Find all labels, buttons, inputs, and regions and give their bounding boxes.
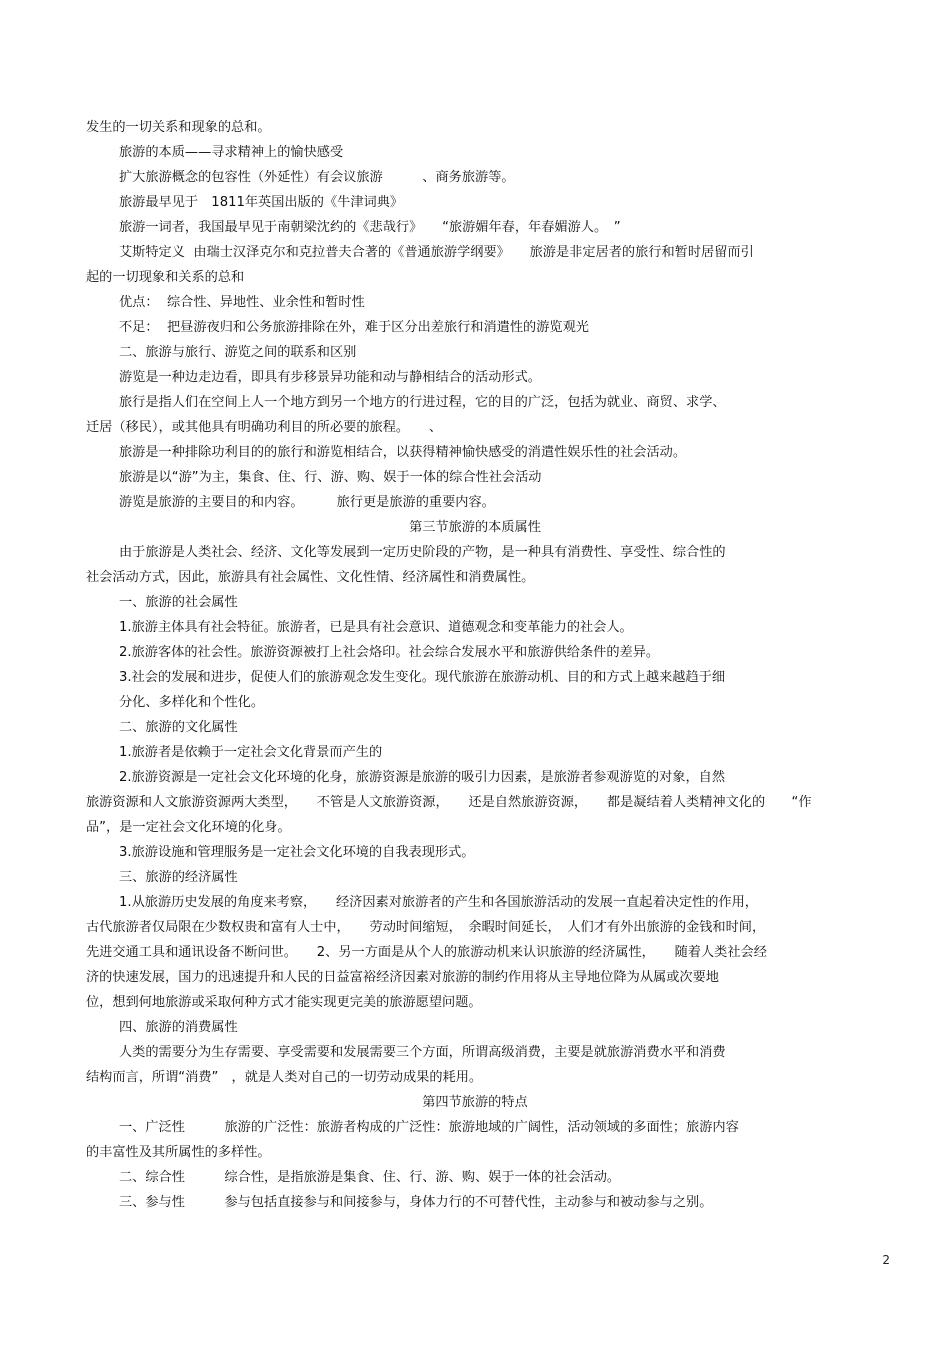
text-line-41: 一、广泛性 旅游的广泛性：旅游者构成的广泛性：旅游地域的广阔性，活动领域的多面性；旅游内容 <box>119 1120 739 1135</box>
text-line-10: 二、旅游与旅行、游览之间的联系和区别 <box>119 345 357 360</box>
text-line-36: 位，想到何地旅游或采取何种方式才能实现更完美的旅游愿望问题。 <box>86 995 482 1010</box>
text-line-24: 分化、多样化和个性化。 <box>119 695 265 710</box>
text-line-28: 旅游资源和人文旅游资源两大类型， 不管是人文旅游资源， 还是自然旅游资源， 都是凝结着人类精神文化的 “作 <box>86 795 812 810</box>
text-line-19: 社会活动方式，因此，旅游具有社会属性、文化性情、经济属性和消费属性。 <box>86 570 535 585</box>
text-line-44: 三、参与性 参与包括直接参与和间接参与，身体力行的不可替代性，主动参与和被动参与之别。 <box>119 1195 713 1210</box>
text-line-30: 3.旅游设施和管理服务是一定社会文化环境的自我表现形式。 <box>119 845 475 860</box>
text-line-32: 1.从旅游历史发展的角度来考察， 经济因素对旅游者的产生和各国旅游活动的发展一直起着决定性的作用， <box>119 895 758 910</box>
page-number: 2 <box>882 1253 890 1267</box>
text-line-7: 起的一切现象和关系的总和 <box>86 270 245 285</box>
text-line-38: 人类的需要分为生存需要、享受需要和发展需要三个方面，所谓高级消费，主要是就旅游消费水平和消费 <box>119 1045 726 1060</box>
text-line-16: 游览是旅游的主要目的和内容。 旅行更是旅游的重要内容。 <box>119 495 495 510</box>
text-line-9: 不足： 把昼游夜归和公务旅游排除在外，难于区分出差旅行和消遣性的游览观光 <box>119 320 589 335</box>
text-line-29: 品”，是一定社会文化环境的化身。 <box>86 820 291 835</box>
text-line-37: 四、旅游的消费属性 <box>119 1020 238 1035</box>
text-line-11: 游览是一种边走边看，即具有步移景异功能和动与静相结合的活动形式。 <box>119 370 541 385</box>
text-line-27: 2.旅游资源是一定社会文化环境的化身，旅游资源是旅游的吸引力因素，是旅游者参观游览的对象，自然 <box>119 770 726 785</box>
text-line-14: 旅游是一种排除功利目的的旅行和游览相结合，以获得精神愉快感受的消遣性娱乐性的社会活动。 <box>119 445 687 460</box>
section-heading-3: 第三节旅游的本质属性 <box>409 520 541 535</box>
text-line-23: 3.社会的发展和进步，促使人们的旅游观念发生变化。现代旅游在旅游动机、目的和方式上越来越趋于细 <box>119 670 726 685</box>
text-line-1: 发生的一切关系和现象的总和。 <box>86 120 271 135</box>
text-line-5: 旅游一词者，我国最早见于南朝梁沈约的《悲哉行》 “旅游媚年春，年春媚游人。 ” <box>119 220 621 235</box>
text-line-3: 扩大旅游概念的包容性（外延性）有会议旅游 、商务旅游等。 <box>119 170 515 185</box>
text-line-31: 三、旅游的经济属性 <box>119 870 238 885</box>
text-line-43: 二、综合性 综合性，是指旅游是集食、住、行、游、购、娱于一体的社会活动。 <box>119 1170 621 1185</box>
text-line-25: 二、旅游的文化属性 <box>119 720 238 735</box>
text-line-20: 一、旅游的社会属性 <box>119 595 238 610</box>
text-line-8: 优点： 综合性、异地性、业余性和暂时性 <box>119 295 365 310</box>
section-heading-4: 第四节旅游的特点 <box>422 1095 528 1110</box>
text-line-22: 2.旅游客体的社会性。旅游资源被打上社会烙印。社会综合发展水平和旅游供给条件的差异。 <box>119 645 660 660</box>
text-line-12: 旅行是指人们在空间上人一个地方到另一个地方的行进过程，它的目的广泛，包括为就业、商贸、求学、 <box>119 395 726 410</box>
text-line-34: 先进交通工具和通讯设备不断问世。 2、另一方面是从个人的旅游动机来认识旅游的经济属性， 随着人类社会经 <box>86 945 767 960</box>
text-line-42: 的丰富性及其所属性的多样性。 <box>86 1145 271 1160</box>
text-line-39: 结构而言，所谓“消费” ，就是人类对自己的一切劳动成果的耗用。 <box>86 1070 483 1085</box>
text-line-33: 古代旅游者仅局限在少数权贵和富有人士中， 劳动时间缩短， 余暇时间延长， 人们才有外出旅游的金钱和时间， <box>86 920 766 935</box>
text-line-4: 旅游最早见于 1811年英国出版的《牛津词典》 <box>119 195 404 210</box>
text-line-2: 旅游的本质——寻求精神上的愉快感受 <box>119 145 344 160</box>
text-line-6: 艾斯特定义 由瑞士汉泽克尔和克拉普夫合著的《普通旅游学纲要》 旅游是非定居者的旅行和暂时居留而引 <box>119 245 754 260</box>
text-line-35: 济的快速发展，国力的迅速提升和人民的日益富裕经济因素对旅游的制约作用将从主导地位降为从属或次要地 <box>86 970 719 985</box>
text-line-26: 1.旅游者是依赖于一定社会文化背景而产生的 <box>119 745 383 760</box>
text-line-15: 旅游是以“游”为主，集食、住、行、游、购、娱于一体的综合性社会活动 <box>119 470 542 485</box>
text-line-13: 迁居（移民），或其他具有明确功利目的所必要的旅程。 、 <box>86 420 443 435</box>
text-line-18: 由于旅游是人类社会、经济、文化等发展到一定历史阶段的产物，是一种具有消费性、享受性、综合性的 <box>119 545 726 560</box>
text-line-21: 1.旅游主体具有社会特征。旅游者，已是具有社会意识、道德观念和变革能力的社会人。 <box>119 620 633 635</box>
